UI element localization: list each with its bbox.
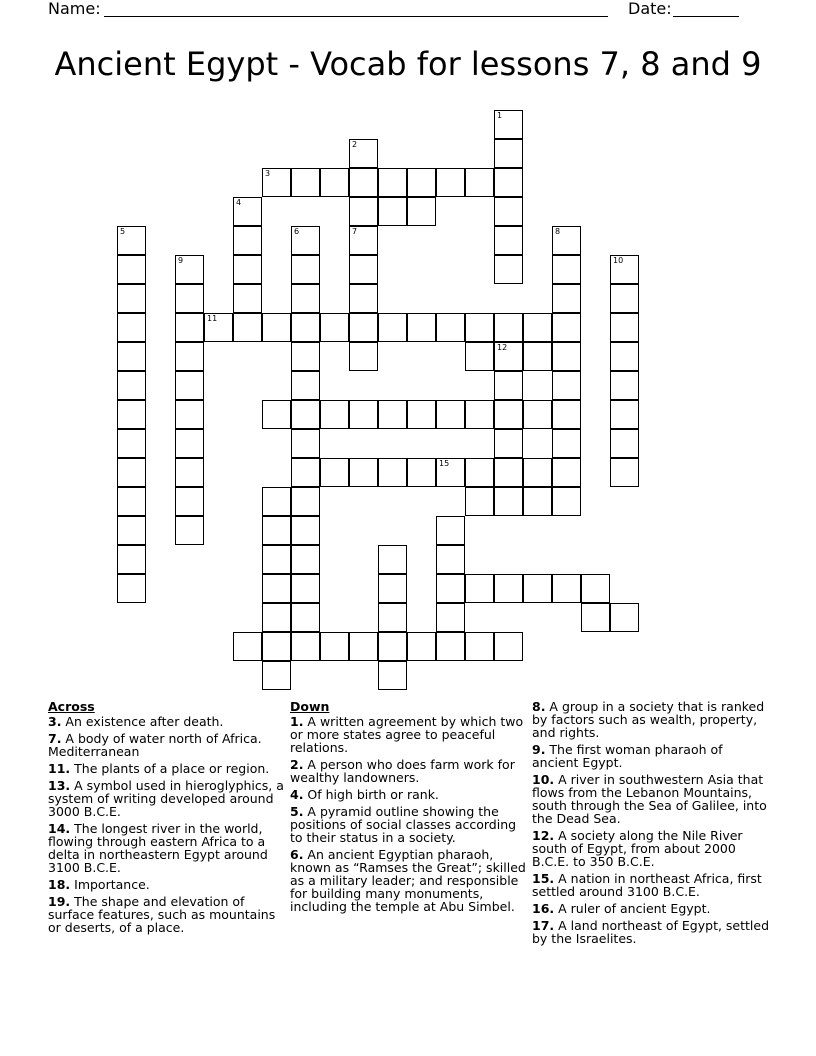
clue-number: 14. <box>48 821 71 836</box>
clue <box>290 805 526 844</box>
clue-text: Of high birth or rank. <box>303 787 439 802</box>
grid-cell[interactable] <box>494 226 523 255</box>
down-clues-continued <box>532 700 772 949</box>
grid-cell[interactable] <box>378 661 407 690</box>
grid-cell[interactable] <box>233 284 262 313</box>
grid-cell[interactable] <box>407 313 436 342</box>
grid-cell[interactable] <box>494 168 523 197</box>
clue-number: 5. <box>290 804 304 819</box>
grid-cell[interactable] <box>378 632 407 661</box>
clue-text: A land northeast of Egypt, settled by the Israelites. <box>532 918 770 946</box>
grid-cell[interactable] <box>378 458 407 487</box>
grid-cell[interactable] <box>610 313 639 342</box>
clue-number: 8. <box>532 699 546 714</box>
grid-cell[interactable] <box>233 632 262 661</box>
grid-cell[interactable] <box>117 226 146 255</box>
grid-cell[interactable] <box>262 168 291 197</box>
grid-cell[interactable] <box>494 632 523 661</box>
clue-number: 9. <box>532 742 546 757</box>
clue-text: A river in southwestern Asia that flows from the Lebanon Mountains, south through the Sea of Galilee, into the Dead Sea. <box>532 772 767 826</box>
grid-cell[interactable] <box>494 255 523 284</box>
grid-cell[interactable] <box>378 545 407 574</box>
clue <box>532 773 772 825</box>
grid-cell[interactable] <box>523 458 552 487</box>
clue-text: A symbol used in hieroglyphics, a system of writing developed around 3000 B.C.E. <box>48 778 284 819</box>
grid-cell[interactable] <box>465 313 494 342</box>
grid-cell[interactable] <box>407 632 436 661</box>
grid-cell[interactable] <box>552 342 581 371</box>
clue-number: 3. <box>48 714 62 729</box>
grid-cell[interactable] <box>349 139 378 168</box>
grid-cell[interactable] <box>262 661 291 690</box>
grid-cell[interactable] <box>233 255 262 284</box>
clue-number: 13. <box>48 778 71 793</box>
grid-cell[interactable] <box>523 487 552 516</box>
clue <box>48 715 284 728</box>
grid-cell[interactable] <box>349 313 378 342</box>
grid-cell[interactable] <box>262 400 291 429</box>
clue-text: The shape and elevation of surface features, such as mountains or deserts, of a place. <box>48 894 276 935</box>
clue-number: 4 <box>236 198 242 207</box>
grid-cell[interactable] <box>552 313 581 342</box>
grid-cell[interactable] <box>349 400 378 429</box>
grid-cell[interactable] <box>291 632 320 661</box>
clue-number: 12. <box>532 828 555 843</box>
clue <box>48 878 284 891</box>
clue-text: A written agreement by which two or more states agree to peaceful relations. <box>290 714 524 755</box>
grid-cell[interactable] <box>320 400 349 429</box>
grid-cell[interactable] <box>494 371 523 400</box>
grid-cell[interactable] <box>378 574 407 603</box>
clue-number: 1. <box>290 714 304 729</box>
grid-cell[interactable] <box>378 400 407 429</box>
clue-number: 2 <box>352 140 358 149</box>
grid-cell[interactable] <box>407 400 436 429</box>
grid-cell[interactable] <box>175 313 204 342</box>
clue-number: 4. <box>290 787 304 802</box>
grid-cell[interactable] <box>291 516 320 545</box>
grid-cell[interactable] <box>233 226 262 255</box>
across-heading: Across <box>48 699 95 714</box>
clue-number: 17. <box>532 918 555 933</box>
grid-cell[interactable] <box>233 197 262 226</box>
down-list <box>290 715 526 913</box>
grid-cell[interactable] <box>436 632 465 661</box>
grid-cell[interactable] <box>349 226 378 255</box>
clue-number: 9 <box>178 256 184 265</box>
clue-text: The first woman pharaoh of ancient Egypt. <box>532 742 723 770</box>
grid-cell[interactable] <box>349 168 378 197</box>
clue <box>532 829 772 868</box>
grid-cell[interactable] <box>552 429 581 458</box>
grid-cell[interactable] <box>523 400 552 429</box>
grid-cell[interactable] <box>552 487 581 516</box>
grid-cell[interactable] <box>117 429 146 458</box>
clue <box>290 848 526 913</box>
grid-cell[interactable] <box>262 632 291 661</box>
down-clues <box>290 700 526 917</box>
clue-number: 11 <box>207 314 218 323</box>
grid-cell[interactable] <box>378 197 407 226</box>
grid-cell[interactable] <box>291 545 320 574</box>
grid-cell[interactable] <box>552 255 581 284</box>
grid-cell[interactable] <box>291 226 320 255</box>
grid-cell[interactable] <box>117 545 146 574</box>
clue-number: 10 <box>613 256 624 265</box>
clue-number: 6 <box>294 227 300 236</box>
grid-cell[interactable] <box>465 487 494 516</box>
grid-cell[interactable] <box>465 632 494 661</box>
grid-cell[interactable] <box>610 255 639 284</box>
clue-number: 1 <box>497 111 503 120</box>
down-heading: Down <box>290 699 330 714</box>
grid-cell[interactable] <box>175 342 204 371</box>
grid-cell[interactable] <box>349 458 378 487</box>
grid-cell[interactable] <box>610 429 639 458</box>
clue <box>290 715 526 754</box>
page-title: Ancient Egypt - Vocab for lessons 7, 8 and 9 <box>54 45 762 83</box>
clue-number: 2. <box>290 757 304 772</box>
grid-cell[interactable] <box>320 168 349 197</box>
grid-cell[interactable] <box>117 574 146 603</box>
clue <box>48 762 284 775</box>
grid-cell[interactable] <box>233 313 262 342</box>
grid-cell[interactable] <box>291 574 320 603</box>
clue-text: A pyramid outline showing the positions of social classes according to their status in a society. <box>290 804 517 845</box>
clue <box>532 743 772 769</box>
grid-cell[interactable] <box>349 255 378 284</box>
grid-cell[interactable] <box>349 284 378 313</box>
grid-cell[interactable] <box>581 603 610 632</box>
clue-number: 6. <box>290 847 304 862</box>
grid-cell[interactable] <box>175 487 204 516</box>
grid-cell[interactable] <box>494 574 523 603</box>
grid-cell[interactable] <box>117 313 146 342</box>
grid-cell[interactable] <box>262 313 291 342</box>
grid-cell[interactable] <box>465 400 494 429</box>
grid-cell[interactable] <box>320 458 349 487</box>
clue-number: 16. <box>532 901 555 916</box>
grid-cell[interactable] <box>349 197 378 226</box>
grid-cell[interactable] <box>610 458 639 487</box>
grid-cell[interactable] <box>378 313 407 342</box>
clue-number: 8 <box>555 227 561 236</box>
grid-cell[interactable] <box>291 284 320 313</box>
grid-cell[interactable] <box>117 284 146 313</box>
grid-cell[interactable] <box>407 458 436 487</box>
grid-cell[interactable] <box>117 516 146 545</box>
grid-cell[interactable] <box>175 400 204 429</box>
grid-cell[interactable] <box>117 487 146 516</box>
grid-cell[interactable] <box>610 371 639 400</box>
grid-cell[interactable] <box>291 313 320 342</box>
clues-section <box>48 700 778 1000</box>
grid-cell[interactable] <box>523 313 552 342</box>
grid-cell[interactable] <box>117 458 146 487</box>
grid-cell[interactable] <box>291 168 320 197</box>
grid-cell[interactable] <box>552 226 581 255</box>
grid-cell[interactable] <box>262 487 291 516</box>
grid-cell[interactable] <box>494 313 523 342</box>
grid-cell[interactable] <box>407 168 436 197</box>
grid-cell[interactable] <box>465 458 494 487</box>
grid-cell[interactable] <box>436 574 465 603</box>
grid-cell[interactable] <box>610 603 639 632</box>
grid-cell[interactable] <box>552 458 581 487</box>
grid-cell[interactable] <box>320 313 349 342</box>
clue <box>532 902 772 915</box>
grid-cell[interactable] <box>465 342 494 371</box>
name-label: Name: <box>48 0 101 18</box>
grid-cell[interactable] <box>552 400 581 429</box>
clue-number: 11. <box>48 761 71 776</box>
grid-cell[interactable] <box>494 139 523 168</box>
clue <box>48 732 284 758</box>
date-label: Date: <box>628 0 672 18</box>
grid-cell[interactable] <box>117 371 146 400</box>
grid-cell[interactable] <box>494 342 523 371</box>
clue-number: 15 <box>439 459 450 468</box>
across-list <box>48 715 284 934</box>
clue-number: 10. <box>532 772 555 787</box>
grid-cell[interactable] <box>291 603 320 632</box>
grid-cell[interactable] <box>523 342 552 371</box>
grid-cell[interactable] <box>262 603 291 632</box>
grid-cell[interactable] <box>175 516 204 545</box>
grid-cell[interactable] <box>436 516 465 545</box>
clue-text: The longest river in the world, flowing through eastern Africa to a delta in northeastern Egypt around 3100 B.C.E. <box>48 821 268 875</box>
clue-number: 7 <box>352 227 358 236</box>
grid-cell[interactable] <box>175 255 204 284</box>
grid-cell[interactable] <box>494 197 523 226</box>
grid-cell[interactable] <box>494 400 523 429</box>
clue-text: An ancient Egyptian pharaoh, known as “Ramses the Great”; skilled as a military leader; and responsible for building many monuments, including the temple at Abu Simbel. <box>290 847 526 914</box>
clue <box>532 700 772 739</box>
grid-cell[interactable] <box>407 197 436 226</box>
grid-cell[interactable] <box>204 313 233 342</box>
clue-text: Importance. <box>70 877 150 892</box>
clue-number: 18. <box>48 877 71 892</box>
clue-text: A person who does farm work for wealthy landowners. <box>290 757 515 785</box>
grid-cell[interactable] <box>552 371 581 400</box>
grid-cell[interactable] <box>291 255 320 284</box>
clue <box>48 779 284 818</box>
grid-cell[interactable] <box>175 429 204 458</box>
clue-number: 5 <box>120 227 126 236</box>
clue <box>48 822 284 874</box>
grid-cell[interactable] <box>436 458 465 487</box>
grid-cell[interactable] <box>262 574 291 603</box>
grid-cell[interactable] <box>581 574 610 603</box>
grid-cell[interactable] <box>291 400 320 429</box>
grid-cell[interactable] <box>117 342 146 371</box>
clue-text: A body of water north of Africa. Mediterranean <box>48 731 262 759</box>
grid-cell[interactable] <box>436 313 465 342</box>
grid-cell[interactable] <box>291 458 320 487</box>
grid-cell[interactable] <box>117 400 146 429</box>
clue <box>532 919 772 945</box>
grid-cell[interactable] <box>494 429 523 458</box>
grid-cell[interactable] <box>378 603 407 632</box>
grid-cell[interactable] <box>175 284 204 313</box>
clue-text: The plants of a place or region. <box>70 761 270 776</box>
grid-cell[interactable] <box>494 110 523 139</box>
grid-cell[interactable] <box>175 458 204 487</box>
grid-cell[interactable] <box>436 400 465 429</box>
grid-cell[interactable] <box>117 255 146 284</box>
clue-number: 3 <box>265 169 271 178</box>
grid-cell[interactable] <box>465 574 494 603</box>
clue-text: A nation in northeast Africa, first settled around 3100 B.C.E. <box>532 871 762 899</box>
clue-number: 12 <box>497 343 508 352</box>
grid-cell[interactable] <box>320 632 349 661</box>
grid-cell[interactable] <box>436 603 465 632</box>
across-clues <box>48 700 284 938</box>
grid-cell[interactable] <box>175 371 204 400</box>
grid-cell[interactable] <box>262 545 291 574</box>
clue-number: 19. <box>48 894 71 909</box>
grid-cell[interactable] <box>552 574 581 603</box>
grid-cell[interactable] <box>349 632 378 661</box>
clue-text: An existence after death. <box>61 714 224 729</box>
clue <box>48 895 284 934</box>
grid-cell[interactable] <box>436 168 465 197</box>
clue <box>290 788 526 801</box>
clue-text: A society along the Nile River south of Egypt, from about 2000 B.C.E. to 350 B.C.E. <box>532 828 743 869</box>
grid-cell[interactable] <box>552 284 581 313</box>
clue <box>532 872 772 898</box>
down-list-continued <box>532 700 772 945</box>
grid-cell[interactable] <box>291 371 320 400</box>
grid-cell[interactable] <box>523 574 552 603</box>
grid-cell[interactable] <box>291 429 320 458</box>
grid-cell[interactable] <box>262 516 291 545</box>
grid-cell[interactable] <box>465 168 494 197</box>
clue-text: A group in a society that is ranked by factors such as wealth, property, and rights. <box>532 699 765 740</box>
grid-cell[interactable] <box>291 342 320 371</box>
grid-cell[interactable] <box>291 487 320 516</box>
grid-cell[interactable] <box>494 458 523 487</box>
clue-text: A ruler of ancient Egypt. <box>554 901 711 916</box>
grid-cell[interactable] <box>378 168 407 197</box>
grid-cell[interactable] <box>349 342 378 371</box>
grid-cell[interactable] <box>610 400 639 429</box>
grid-cell[interactable] <box>610 284 639 313</box>
grid-cell[interactable] <box>494 487 523 516</box>
grid-cell[interactable] <box>610 342 639 371</box>
clue-number: 15. <box>532 871 555 886</box>
clue <box>290 758 526 784</box>
clue-number: 7. <box>48 731 62 746</box>
grid-cell[interactable] <box>436 545 465 574</box>
